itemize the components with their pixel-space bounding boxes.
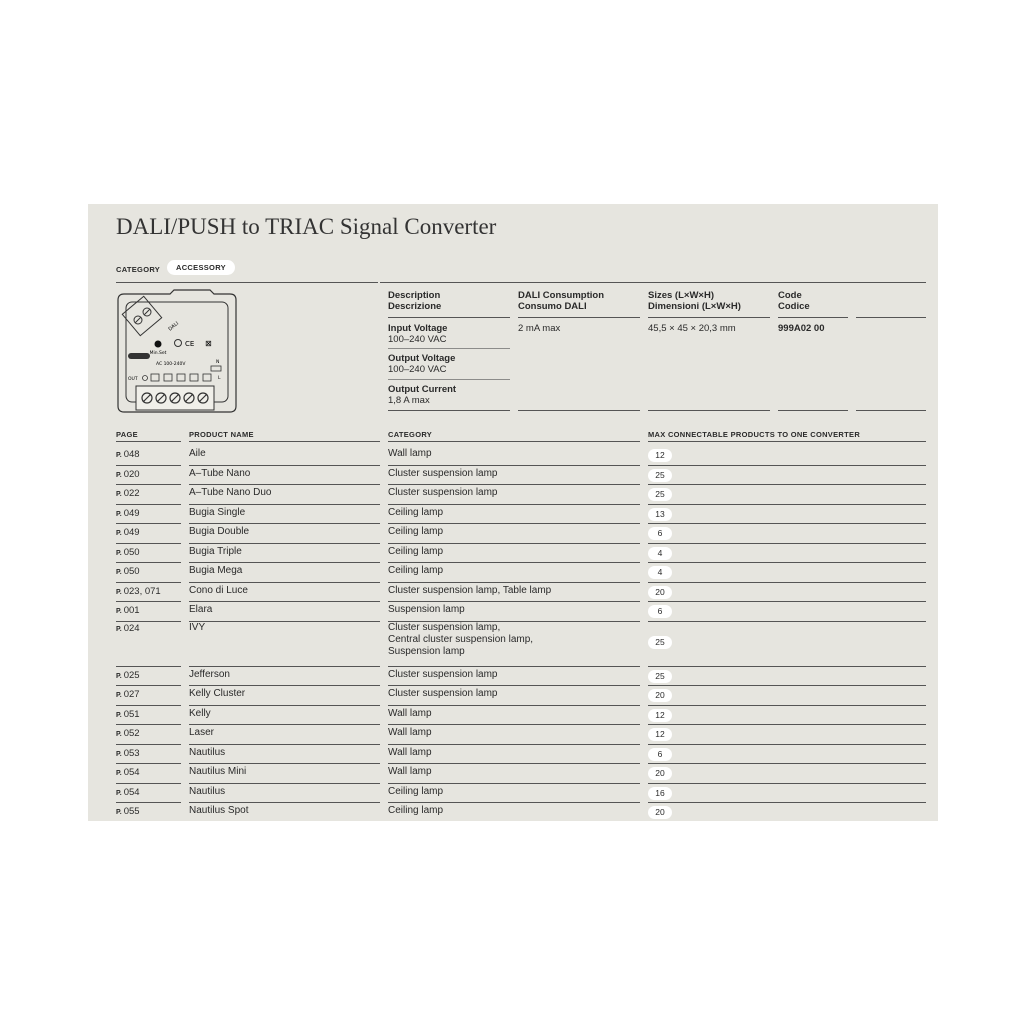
category-line: Cluster suspension lamp, — [388, 621, 501, 633]
page-prefix: P. — [116, 452, 122, 459]
category-cell: Wall lamp — [388, 746, 432, 758]
category-cell: Wall lamp — [388, 727, 432, 738]
page-prefix: P. — [116, 750, 122, 758]
max-products-badge: 16 — [648, 787, 672, 800]
page-prefix: P. — [116, 510, 122, 518]
page-cell — [116, 449, 140, 460]
dali-logo-badge — [128, 353, 150, 359]
page-cell — [116, 767, 140, 778]
category-cell — [388, 622, 533, 658]
spec-input-voltage: Input Voltage 100–240 VAC — [388, 323, 448, 345]
max-products-badge: 20 — [648, 689, 672, 702]
weee-bin-icon: ⊠ — [205, 339, 212, 348]
max-products-badge: 20 — [648, 586, 672, 599]
header-rule — [116, 441, 181, 442]
category-badge: ACCESSORY — [167, 260, 235, 275]
page-prefix: P. — [116, 625, 122, 633]
max-products-cell — [648, 586, 672, 599]
max-products-cell — [648, 508, 672, 521]
category-cell: Cluster suspension lamp — [388, 487, 498, 498]
table-row — [88, 725, 938, 745]
max-products-badge: 25 — [648, 636, 672, 649]
page-number: 048 — [123, 449, 140, 460]
product-name-cell: Bugia Mega — [189, 565, 243, 576]
spec-top-rule — [380, 282, 926, 283]
category-cell: Wall lamp — [388, 766, 432, 777]
page-cell — [116, 806, 140, 817]
max-products-badge: 20 — [648, 767, 672, 780]
max-products-badge: 25 — [648, 670, 672, 683]
category-cell: Suspension lamp — [388, 604, 465, 615]
product-name-cell: IVY — [189, 621, 206, 633]
page-number: 023, 071 — [123, 585, 161, 597]
header-rule — [388, 441, 640, 442]
minset-label: Min.Set — [149, 351, 167, 356]
product-name-cell: Nautilus Mini — [189, 766, 247, 777]
product-name-cell: Nautilus — [189, 785, 226, 797]
product-name-cell: Kelly — [189, 707, 211, 719]
table-row — [88, 524, 938, 544]
category-cell: Cluster suspension lamp, Table lamp — [388, 584, 552, 596]
category-cell: Cluster suspension lamp — [388, 467, 498, 479]
ce-mark-icon: CE — [185, 340, 195, 348]
page-cell — [116, 508, 140, 519]
page-number: 024 — [123, 622, 140, 634]
ground-icon — [143, 376, 148, 381]
spec-header-description: Description Descrizione — [388, 290, 442, 312]
page-number: 049 — [123, 507, 140, 519]
page-number: 052 — [123, 728, 140, 739]
page-title: DALI/PUSH to TRIAC Signal Converter — [116, 214, 497, 239]
spec-header-rule — [648, 317, 770, 318]
max-products-cell — [648, 748, 672, 761]
page-number: 001 — [123, 605, 140, 616]
category-cell: Wall lamp — [388, 448, 432, 459]
max-products-cell — [648, 527, 672, 540]
header-rule — [189, 441, 380, 442]
table-row — [88, 544, 938, 564]
page-number: 027 — [123, 689, 140, 700]
spec-sizes: 45,5 × 45 × 20,3 mm — [648, 323, 736, 334]
page-number: 049 — [123, 527, 140, 538]
table-row — [88, 563, 938, 583]
max-products-badge: 12 — [648, 709, 672, 722]
table-row — [88, 784, 938, 804]
page-number: 022 — [123, 488, 140, 499]
spec-bottom-rule — [388, 410, 510, 411]
page-cell — [116, 748, 140, 759]
page-cell — [116, 709, 140, 720]
page-number: 055 — [123, 806, 140, 817]
category-label: CATEGORY — [116, 265, 161, 274]
page-cell — [116, 623, 140, 634]
table-row — [88, 602, 938, 622]
min-set-button-icon — [155, 341, 162, 348]
max-products-cell — [648, 605, 672, 618]
page-prefix: P. — [116, 809, 122, 816]
col-header-page: PAGE — [116, 430, 138, 439]
spec-header-dali: DALI Consumption Consumo DALI — [518, 290, 605, 312]
max-products-cell — [648, 547, 672, 560]
spec-divider — [388, 379, 510, 380]
page-cell — [116, 527, 140, 538]
category-cell: Ceiling lamp — [388, 565, 444, 576]
page-prefix: P. — [116, 789, 122, 797]
spec-divider — [388, 348, 510, 349]
spec-left-rule — [116, 282, 378, 283]
page-prefix: P. — [116, 549, 122, 557]
ac-label: AC 100-240V — [156, 362, 186, 367]
round-mark-icon — [175, 340, 182, 347]
page-cell — [116, 547, 140, 558]
product-name-cell: A–Tube Nano — [189, 467, 251, 479]
spec-bottom-rule — [518, 410, 640, 411]
page-prefix: P. — [116, 608, 122, 615]
spec-bottom-rule — [778, 410, 848, 411]
product-name-cell: Jefferson — [189, 668, 230, 680]
page-number: 050 — [123, 566, 140, 577]
dali-rotated-label: DALI — [167, 320, 181, 333]
page-prefix: P. — [116, 471, 122, 479]
category-cell: Cluster suspension lamp — [388, 688, 498, 699]
table-row — [88, 803, 938, 821]
table-row — [88, 466, 938, 486]
max-products-badge: 12 — [648, 449, 672, 462]
table-row — [88, 764, 938, 784]
product-name-cell: Nautilus Spot — [189, 805, 249, 816]
page-cell — [116, 469, 140, 480]
category-cell: Ceiling lamp — [388, 506, 444, 518]
page-cell — [116, 586, 161, 597]
max-products-cell — [648, 709, 672, 722]
spec-bottom-rule — [648, 410, 770, 411]
page-prefix: P. — [116, 672, 122, 680]
max-products-badge: 12 — [648, 728, 672, 741]
max-products-badge: 6 — [648, 748, 672, 761]
table-row — [88, 583, 938, 603]
col-header-product-name: PRODUCT NAME — [189, 430, 254, 439]
spec-header-rule — [856, 317, 926, 318]
category-cell: Wall lamp — [388, 707, 432, 719]
page-number: 020 — [123, 468, 140, 480]
table-row — [88, 505, 938, 525]
category-cell: Ceiling lamp — [388, 785, 444, 797]
category-line: Central cluster suspension lamp, — [388, 633, 534, 645]
max-products-cell — [648, 449, 672, 462]
page-prefix: P. — [116, 692, 122, 699]
max-products-badge: 25 — [648, 469, 672, 482]
max-products-badge: 4 — [648, 547, 672, 560]
category-cell: Ceiling lamp — [388, 805, 444, 816]
page-prefix: P. — [116, 731, 122, 738]
n-label: N — [216, 360, 220, 365]
max-products-cell — [648, 767, 672, 780]
spec-header-rule — [778, 317, 848, 318]
col-header-category: CATEGORY — [388, 430, 433, 439]
max-products-badge: 13 — [648, 508, 672, 521]
page-prefix: P. — [116, 588, 122, 596]
page-cell — [116, 787, 140, 798]
max-products-cell — [648, 566, 672, 579]
spec-output-current: Output Current 1,8 A max — [388, 384, 457, 406]
page-number: 051 — [123, 708, 140, 720]
spec-code: 999A02 00 — [778, 323, 825, 334]
table-row — [88, 446, 938, 466]
terminal-labels — [151, 374, 211, 381]
page-prefix: P. — [116, 491, 122, 498]
spec-header-sizes: Sizes (L×W×H) Dimensioni (L×W×H) — [648, 290, 741, 312]
product-sheet-panel — [88, 204, 938, 821]
page-prefix: P. — [116, 711, 122, 719]
spec-dali-consumption: 2 mA max — [518, 323, 561, 334]
max-products-cell — [648, 787, 672, 800]
page-number: 025 — [123, 669, 140, 681]
max-products-cell — [648, 636, 672, 649]
page-number: 050 — [123, 546, 140, 558]
page-cell — [116, 689, 140, 700]
page-prefix: P. — [116, 569, 122, 576]
max-products-badge: 4 — [648, 566, 672, 579]
product-name-cell: Aile — [189, 448, 206, 459]
header-rule — [648, 441, 926, 442]
product-name-cell: Laser — [189, 727, 215, 738]
spec-output-voltage: Output Voltage 100–240 VAC — [388, 353, 456, 375]
category-line: Suspension lamp — [388, 645, 465, 657]
page-number: 053 — [123, 747, 140, 759]
spec-bottom-rule — [856, 410, 926, 411]
product-name-cell: Elara — [189, 604, 213, 615]
col-header-max-connectable: MAX CONNECTABLE PRODUCTS TO ONE CONVERTER — [648, 430, 861, 439]
product-name-cell: Bugia Triple — [189, 545, 242, 557]
wiring-diagram-icon — [211, 366, 221, 371]
table-row — [88, 485, 938, 505]
page-cell — [116, 566, 140, 577]
product-name-cell: Kelly Cluster — [189, 688, 246, 699]
page-cell — [116, 670, 140, 681]
table-row — [88, 686, 938, 706]
max-products-cell — [648, 488, 672, 501]
converter-device-illustration — [114, 288, 240, 418]
product-name-cell: Nautilus — [189, 746, 226, 758]
category-cell: Cluster suspension lamp — [388, 668, 498, 680]
product-name-cell: A–Tube Nano Duo — [189, 487, 272, 498]
max-products-cell — [648, 689, 672, 702]
spec-header-code: Code Codice — [778, 290, 810, 312]
page-prefix: P. — [116, 770, 122, 777]
max-products-cell — [648, 469, 672, 482]
product-name-cell: Bugia Single — [189, 506, 246, 518]
max-products-cell — [648, 728, 672, 741]
spec-header-rule — [388, 317, 510, 318]
l-label: L — [218, 376, 221, 381]
out-label: OUT — [128, 377, 138, 382]
spec-header-rule — [518, 317, 640, 318]
max-products-cell — [648, 806, 672, 819]
max-products-cell — [648, 670, 672, 683]
table-row — [88, 706, 938, 726]
page-cell — [116, 488, 140, 499]
product-name-cell: Bugia Double — [189, 526, 250, 537]
max-products-badge: 20 — [648, 806, 672, 819]
max-products-badge: 6 — [648, 605, 672, 618]
category-cell: Ceiling lamp — [388, 526, 444, 537]
page-cell — [116, 728, 140, 739]
max-products-badge: 6 — [648, 527, 672, 540]
max-products-badge: 25 — [648, 488, 672, 501]
page-cell — [116, 605, 140, 616]
page-prefix: P. — [116, 530, 122, 537]
page-number: 054 — [123, 786, 140, 798]
table-row — [88, 745, 938, 765]
category-cell: Ceiling lamp — [388, 545, 444, 557]
table-row — [88, 622, 938, 667]
product-name-cell: Cono di Luce — [189, 584, 248, 596]
page-number: 054 — [123, 767, 140, 778]
table-row — [88, 667, 938, 687]
